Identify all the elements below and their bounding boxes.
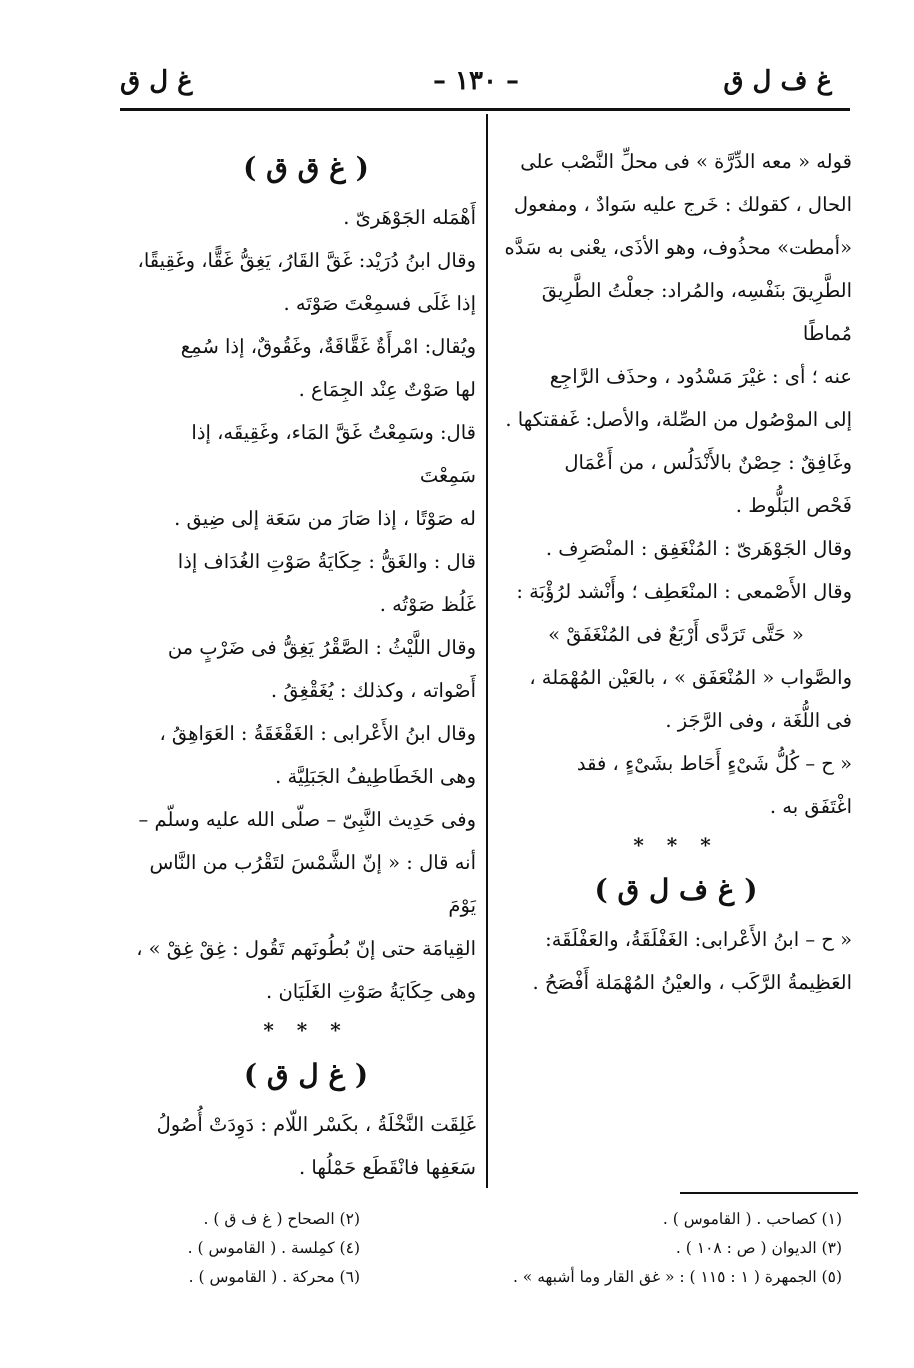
text-line: لها صَوْتٌ عِنْد الجِمَاع . [298, 378, 476, 401]
text-line: سَعَفِها فانْقَطَع حَمْلُها . [299, 1156, 476, 1179]
text-line: غَلُظ صَوْتُه . [379, 593, 476, 616]
footnote: (٢) الصحاح ( غ ف ق ) . [203, 1210, 360, 1228]
running-head-left: غ ل ق [120, 66, 193, 96]
text-line: غَلِقَت النَّخْلَةُ ، بكَسْر اللّام : دَوِدَتْ أُصُولُ [156, 1113, 476, 1136]
footnotes-left [130, 1205, 360, 1292]
text-line: فَحْص البَلُّوط . [735, 494, 852, 517]
section-separator: * * * [263, 1018, 349, 1042]
text-line: الحال ، كقولك : خَرج عليه سَوادٌ ، ومفعول [513, 193, 852, 216]
text-line: « ح – ابنُ الأَعْرابى: الغَفْلَقَةُ، والعَفْلَقَة: [545, 928, 852, 951]
text-line: وهى الخَطَاطِيفُ الجَبَلِيَّة . [275, 765, 476, 788]
text-line: اغْتَفَق به . [769, 795, 852, 818]
text-line: وهى حِكَايَةُ صَوْتِ الغَلَيَان . [266, 980, 476, 1003]
left-column [136, 140, 476, 1189]
text-line: والصَّواب « المُنْعَفَق » ، بالعَيْن المُهْمَلة ، [529, 666, 852, 689]
text-line: وقال ابنُ دُرَيْد: غَقَّ القَارُ، يَغِقُّ غَقًّا، وغَقِيقًا، [137, 249, 476, 272]
section-heading: ( غ ل ق ) [243, 1058, 369, 1091]
page-header [120, 62, 832, 102]
text-line: عنه ؛ أى : غيْرَ مَسْدُود ، وحذَف الرَّاجِع [549, 365, 852, 388]
section-separator: * * * [633, 833, 719, 857]
text-line: قوله « معه الدِّرَّة » فى محلِّ النَّصْب على [520, 150, 852, 173]
text-line: الطَّرِيقَ بنَفْسِه، والمُراد: جعلْتُ الطَّرِيقَ مُماطًا [541, 279, 852, 345]
text-line: إذا غَلَى فسمِعْتَ صَوْتَه . [283, 292, 476, 315]
text-line: أنه قال : « إنّ الشَّمْسَ لتَقْرُب من النَّاس يَوْمَ [149, 851, 476, 917]
text-line: وفى حَدِيث النَّبِىّ – صلّى الله عليه وسلّم – [138, 808, 476, 831]
text-line: أَصْواته ، وكذلك : يُغَقْغِقُ . [270, 679, 476, 702]
section-heading: ( غ ف ل ق ) [594, 873, 758, 906]
text-line: فى اللُّغَة ، وفى الرَّجَز . [665, 709, 852, 732]
text-line: أَهْمَله الجَوْهَرىّ . [343, 206, 476, 229]
footnotes-right [480, 1205, 842, 1292]
text-line: له صَوْتًا ، إذا صَارَ من سَعَة إلى ضِيق . [174, 507, 476, 530]
verse-line: « حَتَّى تَرَدَّى أَرْبَعٌ فى المُنْغَفَقْ » [548, 623, 804, 646]
text-line: ويُقال: امْرأَةٌ غَقَّاقَةٌ، وغَقُوقٌ، إذا سُمِع [180, 335, 476, 358]
right-column [500, 140, 852, 1004]
text-line: وقال الجَوْهَرىّ : المُنْغَفِق : المنْصَرِف . [545, 537, 852, 560]
text-line: القِيامَة حتى إنّ بُطُونَهم تَقُول : غِقْ غِقْ » ، [136, 937, 476, 960]
footnote: (٦) محركة . ( القاموس ) . [188, 1268, 360, 1286]
footnote: (٥) الجمهرة ( ١ : ١١٥ ) : « غق القار وما أشبهه » . [512, 1268, 842, 1286]
text-line: قال: وسَمِعْتُ غَقَّ المَاء، وغَقِيقَه، إذا سَمِعْتَ [191, 421, 476, 487]
footnote: (١) كصاحب . ( القاموس ) . [662, 1210, 842, 1228]
text-line: قال : والغَقُّ : حِكَايَةُ صَوْتِ الغُدَاف إذا [177, 550, 476, 573]
text-line: وغَافِقٌ : حِصْنٌ بالأَنْدَلُس ، من أَعْمَال [564, 451, 852, 474]
running-head-right: غ ف ل ق [723, 66, 832, 96]
text-line: إلى الموْصُول من الصِّلة، والأصل: غَفقتكها . [505, 408, 852, 431]
text-line: وقال ابنُ الأَعْرابى : الغَقْغَقَةُ : العَوَاهِقُ ، [159, 722, 476, 745]
column-divider [486, 114, 488, 1188]
text-line: العَظِيمةُ الرَّكَب ، والعيْنُ المُهْمَلة أَفْصَحُ . [532, 971, 852, 994]
section-heading: ( غ ق ق ) [243, 151, 369, 184]
footnote: (٣) الديوان ( ص : ١٠٨ ) . [675, 1239, 842, 1257]
page-number: – ١٣٠ – [432, 66, 520, 96]
footnote: (٤) كمِلسة . ( القاموس ) . [187, 1239, 360, 1257]
text-line: وقال الأَصْمعى : المنْعَطِف ؛ وأَنْشد لرُؤْبَة : [516, 580, 852, 603]
text-line: وقال اللَّيْثُ : الصَّقْرُ يَغِقُّ فى ضَرْبٍ من [167, 636, 476, 659]
text-line: «أمطت» محذُوف، وهو الأذَى، يعْنى به سَدَّه [504, 236, 852, 259]
text-line: « ح – كُلُّ شَىْءٍ أَحَاط بشَىْءٍ ، فقد [576, 752, 852, 775]
footnote-rule [680, 1192, 858, 1194]
header-rule [120, 108, 850, 111]
